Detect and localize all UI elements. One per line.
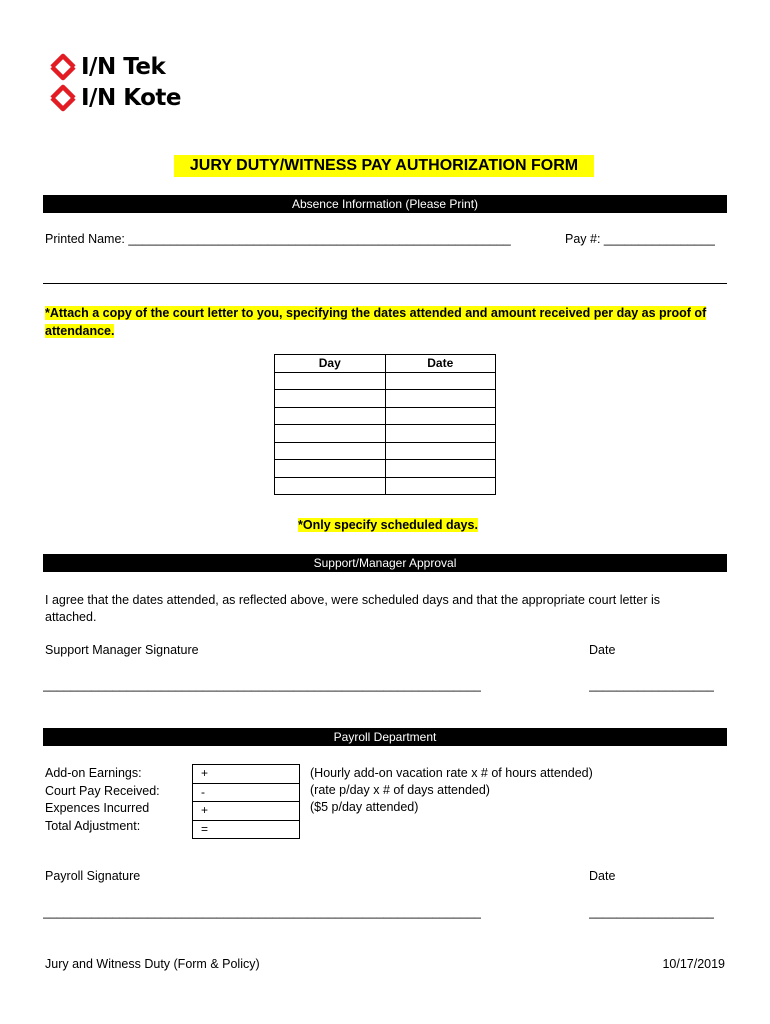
add-on-earnings-label: Add-on Earnings: [45, 766, 142, 780]
days-table-header-day: Day [275, 355, 386, 373]
court-pay-received-label: Court Pay Received: [45, 783, 160, 798]
days-table-row [275, 390, 496, 408]
logo-text-intek: I/N Tek [81, 54, 166, 80]
date-cell[interactable] [385, 407, 496, 425]
approval-statement [45, 592, 725, 626]
date-cell[interactable] [385, 425, 496, 443]
manager-date-label: Date [589, 643, 616, 657]
days-table-row [275, 425, 496, 443]
scheduled-note-text: *Only specify scheduled days. [298, 518, 478, 532]
date-cell[interactable] [385, 390, 496, 408]
form-title: JURY DUTY/WITNESS PAY AUTHORIZATION FORM [174, 155, 594, 177]
days-table-row [275, 442, 496, 460]
adjustment-box [192, 764, 300, 839]
day-cell[interactable] [275, 425, 386, 443]
pay-number-line[interactable]: ________________ [603, 232, 716, 246]
total-adjustment-input[interactable]: = [201, 821, 209, 836]
footer-date: 10/17/2019 [662, 957, 725, 971]
logo-intek [48, 52, 165, 82]
add-on-earnings-input[interactable]: + [193, 765, 299, 784]
days-table-header [275, 355, 496, 373]
payroll-notes [310, 765, 593, 816]
printed-name-line[interactable]: _______________________________________________________ [128, 232, 511, 246]
pay-number-label: Pay #: [565, 232, 601, 246]
approval-statement-line1: I agree that the dates attended, as reflected above, were scheduled days and that the appropriate court letter is [45, 593, 660, 607]
approval-statement-line2: attached. [45, 610, 97, 624]
manager-date-line[interactable]: __________________ [589, 678, 715, 692]
manager-signature-label: Support Manager Signature [45, 643, 199, 657]
expenses-note: ($5 p/day attended) [310, 800, 419, 814]
scheduled-note [298, 518, 478, 532]
days-table-row [275, 372, 496, 390]
section-header-absence: Absence Information (Please Print) [43, 195, 727, 213]
attach-note-line2: attendance. [45, 324, 115, 338]
pay-number-field[interactable] [565, 232, 715, 246]
day-cell[interactable] [275, 372, 386, 390]
day-cell[interactable] [275, 460, 386, 478]
add-on-earnings-note: (Hourly add-on vacation rate x # of hours attended) [310, 766, 593, 780]
logo-inkote [48, 83, 181, 113]
court-pay-note: (rate p/day x # of days attended) [310, 783, 490, 797]
date-cell[interactable] [385, 460, 496, 478]
section-divider [43, 283, 727, 284]
payroll-date-line[interactable]: __________________ [589, 905, 715, 919]
chevron-diamond-icon [48, 52, 78, 82]
expenses-incurred-label: Expences Incurred [45, 801, 150, 815]
manager-signature-line[interactable]: _______________________________________________________________ [43, 678, 481, 692]
attach-note [45, 304, 706, 340]
section-header-approval: Support/Manager Approval [43, 554, 727, 572]
printed-name-field[interactable] [45, 232, 511, 246]
total-adjustment-label: Total Adjustment: [45, 818, 141, 833]
day-cell[interactable] [275, 442, 386, 460]
days-table-row [275, 407, 496, 425]
chevron-diamond-icon [48, 83, 78, 113]
payroll-labels [45, 765, 160, 835]
date-cell[interactable] [385, 372, 496, 390]
logo-text-inkote: I/N Kote [81, 85, 182, 111]
attach-note-line1: *Attach a copy of the court letter to you, specifying the dates attended and amount received per day as proof of [45, 306, 707, 320]
printed-name-label: Printed Name: [45, 232, 125, 246]
expenses-incurred-input[interactable]: + [193, 802, 299, 821]
days-table [274, 354, 496, 495]
payroll-date-label: Date [589, 869, 616, 883]
days-table-header-date: Date [385, 355, 496, 373]
day-cell[interactable] [275, 407, 386, 425]
section-header-payroll: Payroll Department [43, 728, 727, 746]
payroll-signature-line[interactable]: _______________________________________________________________ [43, 905, 481, 919]
court-pay-received-input[interactable]: - [193, 784, 299, 803]
payroll-signature-label: Payroll Signature [45, 869, 141, 883]
days-table-row [275, 460, 496, 478]
day-cell[interactable] [275, 390, 386, 408]
day-cell[interactable] [275, 477, 386, 495]
footer-document-name: Jury and Witness Duty (Form & Policy) [45, 957, 260, 971]
date-cell[interactable] [385, 442, 496, 460]
date-cell[interactable] [385, 477, 496, 495]
days-table-row [275, 477, 496, 495]
